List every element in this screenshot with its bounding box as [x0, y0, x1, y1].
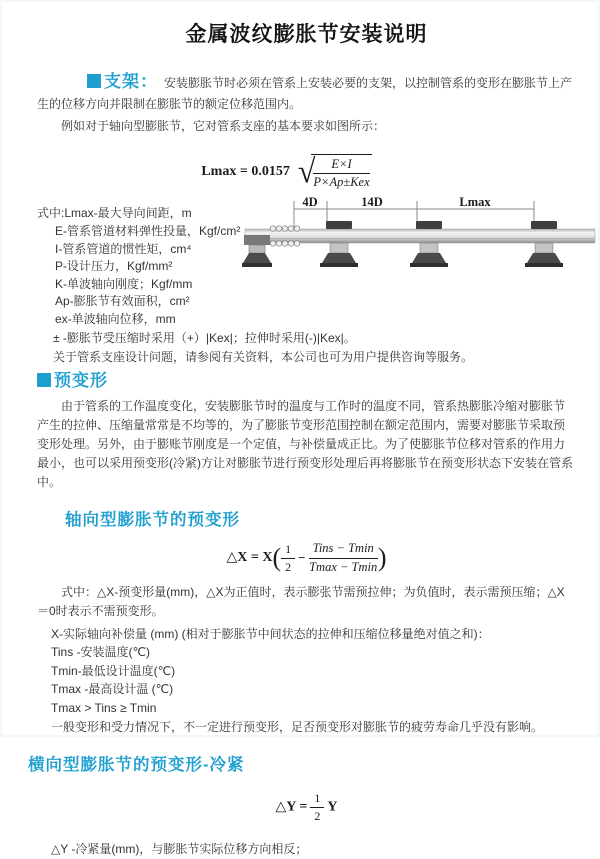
delta-y-formula-rhs: Y [327, 798, 338, 814]
definition-line: P-设计压力，Kgf/mm² [55, 259, 173, 274]
delta-y-numerator: 1 [310, 791, 324, 808]
variable-line: Tmax -最高设计温 (℃) [51, 682, 174, 697]
predeform-section-header [37, 367, 576, 394]
support-intro-paragraph [37, 68, 576, 114]
definition-line: ex-单波轴向位移，mm [55, 311, 176, 326]
definition-line: K-单波轴向刚度；Kgf/mm [55, 276, 193, 291]
predeform-body-text: 由于管系的工作温度变化，安装膨胀节时的温度与工作时的温度不同，管系热膨胀冷缩对膨胀节产生的拉伸、压缩量常常是不均等的，为了膨胀节变形范围控制在额定范围内，需要对膨胀节采取预变形处理。另外，由于膨账节刚度是一个定值，与补偿量成正比。为了使膨胀节位移对管系的作用力最小，也可以采用预变形(冷紧)方让对膨胀节进行预变形处理后再将膨胀节在预变形状态下安装在管系中。 [37, 398, 573, 490]
delta-x-denominator: Tmax − Tmin [309, 559, 378, 574]
variable-line: Tmin-最低设计温度(℃) [51, 663, 176, 678]
delta-x-note-text: 式中：△X-预变形量(mm)，△X为正值时，表示膨张节需预拉伸；为负值时，表示需预压缩；△X＝0时表示不需预变形。 [37, 585, 565, 619]
anchor-support [242, 235, 272, 267]
support-example-text: 例如对于轴向型膨胀节，它对管系支座的基本要求如图所示： [61, 118, 386, 133]
lmax-formula-denominator: P×Ap±Kex [313, 175, 370, 190]
guide-support [525, 221, 563, 267]
open-paren: ( [272, 543, 282, 573]
guide-support [320, 221, 358, 267]
delta-y-formula-lhs: △Y = [275, 798, 308, 814]
delta-y-denominator: 2 [314, 808, 321, 823]
delta-x-formula [37, 541, 576, 575]
minus-operator: − [298, 549, 306, 565]
close-paren: ) [377, 543, 387, 573]
diagram-label-14d: 14D [361, 195, 383, 209]
variable-line: Tins -安装温度(℃) [51, 645, 151, 660]
half-numerator: 1 [281, 542, 295, 559]
definition-line: E-管系管道材料弹性投量，Kgf/cm² [55, 223, 241, 238]
variable-line: X-实际轴向补偿量 (mm) (相对于膨胀节中间状态的拉伸和压缩位移量绝对值之和)： [51, 626, 490, 641]
section-bullet-icon [37, 373, 51, 387]
predeform-section-heading: 预变形 [54, 370, 108, 390]
axial-subsection-heading: 轴向型膨胀节的预变形 [65, 510, 240, 529]
half-denominator: 2 [285, 559, 292, 574]
delta-x-numerator: Tins − Tmin [309, 541, 378, 559]
diagram-label-lmax: Lmax [459, 195, 491, 209]
definition-line: I-管系管道的惯性矩，cm⁴ [55, 241, 192, 256]
diagram-label-4d: 4D [302, 195, 318, 209]
lmax-formula-lhs: Lmax = 0.0157 [201, 164, 290, 180]
pipe-support-diagram [242, 195, 598, 271]
variable-line: Tmax > Tins ≥ Tmin [51, 701, 157, 716]
sqrt-content [311, 154, 371, 191]
sqrt-symbol: √ [297, 152, 316, 191]
delta-y-formula [37, 791, 576, 824]
lmax-formula-numerator: E×I [313, 157, 369, 175]
delta-y-note-text: △Y -冷紧量(mm)，与膨胀节实际位移方向相反； [51, 841, 308, 856]
page-title: 金属波纹膨胀节安装说明 [185, 23, 428, 46]
definition-line: 式中:Lmax-最大导向间距，m [37, 206, 192, 221]
support-intro-text: 安装膨胀节时必须在管系上安装必要的支架，以控制管系的变形在膨胀节上产生的位移方向并限制在膨胀节的额定位移范围内。 [37, 75, 573, 111]
variable-line: 一般变形和受力情况下，不一定进行预变形，足否预变形对膨胀节的疲劳寿命几乎没有影响。 [51, 719, 544, 734]
guide-support [410, 221, 448, 267]
axial-variable-list [51, 625, 576, 737]
delta-x-formula-lhs: △X = X [226, 549, 273, 565]
lateral-subsection-heading: 横向型膨胀节的预变形-冷紧 [28, 756, 245, 775]
definition-line: Ap-膨胀节有效面积，cm² [55, 294, 190, 309]
section-bullet-icon [87, 74, 101, 88]
support-consult-note: 关于管系支座设计问题，请参阅有关资料，本公司也可为用户提供咨询等服务。 [53, 349, 474, 364]
definition-sign-note: ± -膨胀节受压缩时采用（+）|Kex|；拉伸时采用(-)|Kex|。 [53, 330, 356, 345]
support-section-heading: 支架： [104, 71, 158, 91]
lmax-formula [37, 146, 536, 197]
